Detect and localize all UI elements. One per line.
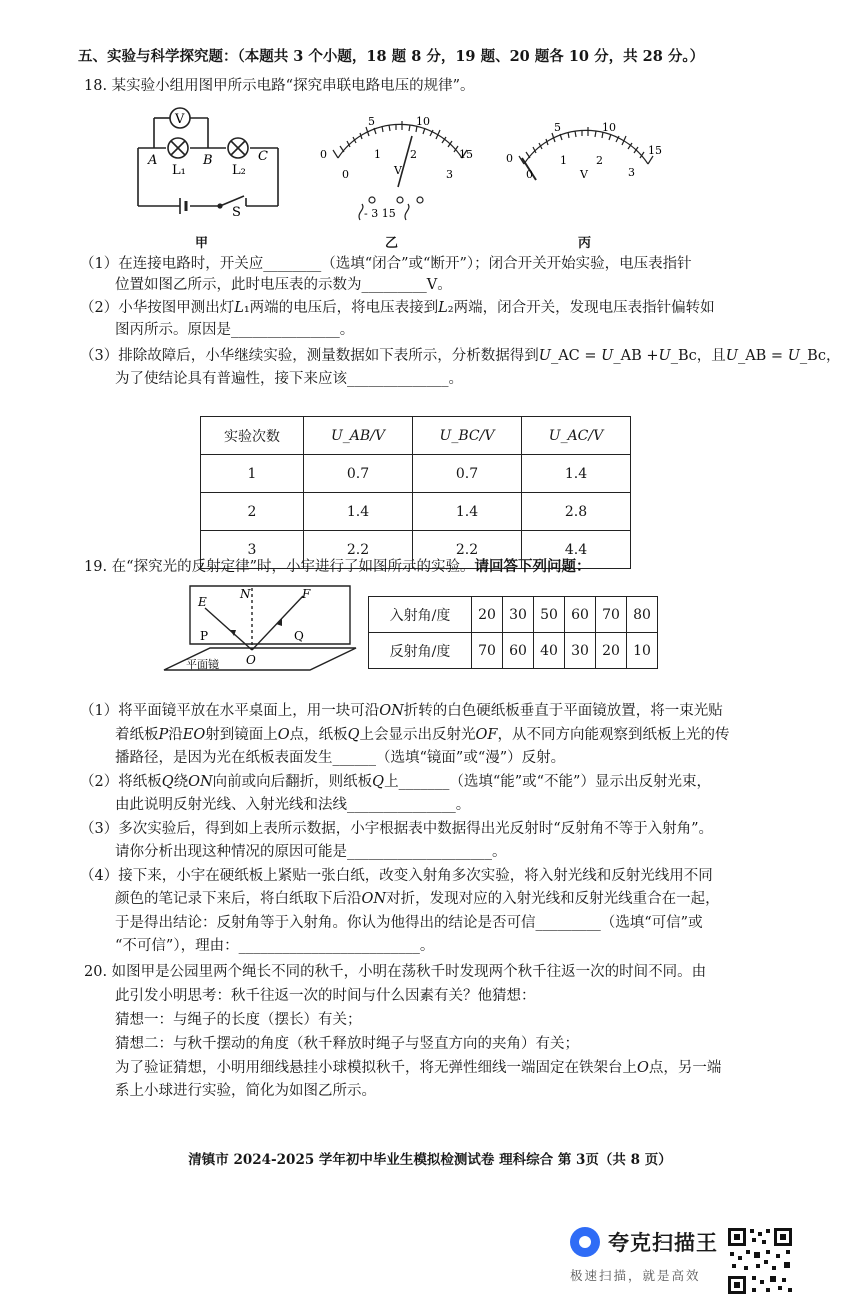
reflection-diagram: [160, 582, 360, 682]
q19-stem: 19. 在“探究光的反射定律”时，小宇进行了如图所示的实验。请回答下列问题：: [84, 558, 591, 575]
svg-text:B: B: [203, 153, 213, 168]
svg-text:N: N: [240, 587, 251, 601]
qr-code-icon: [726, 1226, 794, 1296]
svg-text:O: O: [246, 653, 256, 667]
q18-p1-line2: 位置如图乙所示，此时电压表的示数为_________V。: [115, 277, 452, 293]
svg-text:C: C: [258, 149, 268, 164]
q18-p1-line1: （1）在连接电路时，开关应________（选填“闭合”或“断开”）；闭合开关开始实验，电压表指针: [80, 256, 692, 272]
q20-line1: 20. 如图甲是公园里两个绳长不同的秋千，小明在荡秋千时发现两个秋千往返一次的时间不同。由: [84, 964, 707, 980]
brand-slogan: 极速扫描，就是高效: [570, 1268, 701, 1283]
brand-name: 夸克扫描王: [608, 1231, 718, 1255]
svg-text:10: 10: [416, 115, 430, 128]
page-footer: 清镇市 2024-2025 学年初中毕业生模拟检测试卷 理科综合 第 3页（共 8 页）: [188, 1152, 672, 1168]
q19-p3-line2: 请你分析出现这种情况的原因可能是____________________。: [115, 844, 507, 860]
svg-text:15: 15: [459, 148, 473, 161]
svg-text:L₂: L₂: [232, 163, 246, 178]
svg-text:V: V: [580, 168, 588, 181]
svg-text:V: V: [394, 164, 402, 177]
q19-p3-line1: （3）多次实验后，得到如上表所示数据，小宇根据表中数据得出光反射时“反射角不等于入射角”。: [80, 821, 714, 837]
svg-text:L₁: L₁: [172, 163, 186, 178]
svg-text:3: 3: [446, 168, 453, 181]
svg-text:0: 0: [342, 168, 349, 181]
q19-p1-line2: 着纸板𝑃沿𝐸𝑂射到镜面上𝑂点，纸板𝑄上会显示出反射光𝑂𝐹，从不同方向能观察到纸板上光的传: [115, 727, 730, 743]
q18-stem: 18. 某实验小组用图甲所示电路“探究串联电路电压的规律”。: [84, 78, 475, 94]
q20-line6: 系上小球进行实验，简化为如图乙所示。: [115, 1083, 376, 1099]
voltmeter-dial-yi: [316, 112, 482, 222]
q20-line2: 此引发小明思考：秋千往返一次的时间与什么因素有关？他猜想：: [115, 988, 536, 1004]
voltmeter-symbol: V: [175, 112, 185, 127]
svg-text:Q: Q: [294, 629, 304, 643]
q19-p1-line1: （1）将平面镜平放在水平桌面上，用一块可沿𝑂𝑁折转的白色硬纸板垂直于平面镜放置，将一束光贴: [80, 703, 723, 719]
table-row: 反射角/度 70 60 40 30 20 10: [369, 633, 658, 669]
svg-text:A: A: [148, 153, 158, 168]
q19-p2-line1: （2）将纸板𝑄绕𝑂𝑁向前或向后翻折，则纸板𝑄上_______（选填“能”或“不能”）显示出反射光束，: [80, 774, 711, 790]
svg-text:1: 1: [374, 148, 381, 161]
svg-text:10: 10: [602, 121, 616, 134]
svg-text:5: 5: [368, 115, 375, 128]
q20-line4: 猜想二：与秋千摆动的角度（秋千释放时绳子与竖直方向的夹角）有关；: [115, 1036, 579, 1052]
svg-text:0: 0: [320, 148, 327, 161]
figure-label-yi: 乙: [385, 236, 399, 251]
voltage-data-table: [200, 416, 631, 569]
svg-text:1: 1: [560, 154, 567, 167]
figure-label-jia: 甲: [195, 236, 209, 251]
q18-p2-line1: （2）小华按图甲测出灯𝐿₁两端的电压后，将电压表接到𝐿₂两端，闭合开关，发现电压表指针偏转如: [80, 300, 715, 316]
section-title: 五、实验与科学探究题：（本题共 3 个小题，18 题 8 分，19 题、20 题各 10 分，共 28 分。）: [78, 48, 705, 65]
svg-text:平面镜: 平面镜: [186, 658, 219, 671]
table-row: 入射角/度 20 30 50 60 70 80: [369, 597, 658, 633]
table-row: 1 0.7 0.7 1.4: [201, 455, 631, 493]
q19-p4-line1: （4）接下来，小宇在硬纸板上紧贴一张白纸，改变入射角多次实验，将入射光线和反射光线用不同: [80, 868, 713, 884]
svg-text:2: 2: [410, 148, 417, 161]
svg-text:E: E: [198, 595, 207, 609]
q19-p4-line2: 颜色的笔记录下来后，将白纸取下后沿𝑂𝑁对折，发现对应的入射光线和反射光线重合在一起，: [115, 891, 720, 907]
svg-text:- 3 15: - 3 15: [364, 207, 396, 220]
quark-logo-icon: [570, 1227, 600, 1257]
svg-text:3: 3: [628, 166, 635, 179]
svg-text:F: F: [302, 587, 311, 601]
svg-text:0: 0: [506, 152, 513, 165]
q19-p4-line4: “不可信”），理由：_________________________。: [115, 938, 435, 954]
figure-label-bing: 丙: [578, 236, 592, 251]
q19-p2-line2: 由此说明反射光线、入射光线和法线_______________。: [115, 797, 471, 813]
q18-p3-line2: 为了使结论具有普遍性，接下来应该______________。: [115, 371, 463, 387]
svg-text:2: 2: [596, 154, 603, 167]
q19-p1-line3: 播路径，是因为光在纸板表面发生______（选填“镜面”或“漫”）反射。: [115, 750, 566, 766]
q20-line5: 为了验证猜想，小明用细线悬挂小球模拟秋千，将无弹性细线一端固定在铁架台上𝑂点，另一端: [115, 1060, 722, 1076]
q20-line3: 猜想一：与绳子的长度（摆长）有关；: [115, 1012, 362, 1028]
table-row: 2 1.4 1.4 2.8: [201, 493, 631, 531]
svg-text:S: S: [232, 205, 241, 220]
svg-text:0: 0: [526, 168, 533, 181]
angle-data-table: [368, 596, 658, 669]
table-row: 3 2.2 2.2 4.4: [201, 531, 631, 569]
svg-text:P: P: [200, 629, 209, 643]
circuit-diagram-jia: [128, 98, 288, 223]
table-header-row: 实验次数 U_AB/V U_BC/V U_AC/V: [201, 417, 631, 455]
svg-text:15: 15: [648, 144, 662, 157]
q18-p3-line1: （3）排除故障后，小华继续实验，测量数据如下表所示，分析数据得到𝑈_AC = 𝑈_AB +𝑈_Bc，且𝑈_AB = 𝑈_Bc，: [80, 348, 841, 364]
voltmeter-dial-bing: [502, 118, 668, 198]
svg-text:5: 5: [554, 121, 561, 134]
q19-p4-line3: 于是得出结论：反射角等于入射角。你认为他得出的结论是否可信_________（选填“可信”或: [115, 915, 703, 931]
q18-p2-line2: 图丙所示。原因是_______________。: [115, 322, 355, 338]
